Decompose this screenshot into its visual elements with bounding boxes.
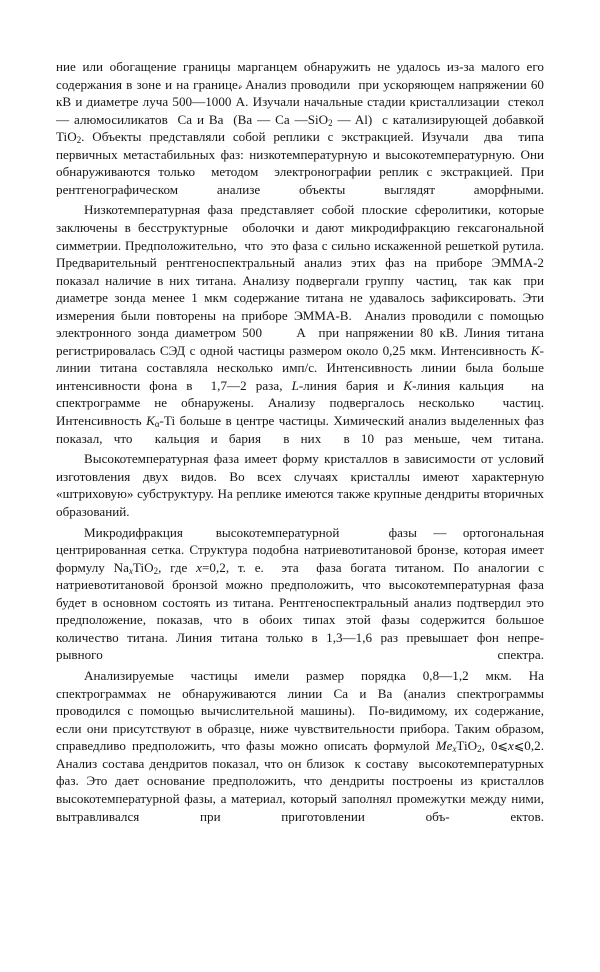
- angstrom-symbol: ˚ A: [236, 93, 245, 111]
- paragraph-1-tail: аморфными.: [473, 181, 545, 197]
- metal-titanate-formula: $Me_xTiO_2$: [435, 738, 482, 755]
- paragraph-1-text: ние или обогащение границы марганцем обнаружить не удалось из-за малого его содержания в зоне и на границе. Анализ проводили при ускоряющем напряжении 60 кВ и диаметре луча 500—1000 ˚ A. Изучали начальные стадии кристаллизации стекол — алюмосиликатов Ca и Ba (Ba — Ca —SiO$_2$ — Al) с катализирующей добавкой TiO$_2$. Объекты представляли собой реплики с экстракцией. Изучали два типа первичных метастабильных фаз: низкотемпературную и высокотемпературную. Они обнаруживаются только методом электронографии реплик с экстракцией. При рентгенографическом анализе объекты выглядят: [56, 59, 544, 197]
- paragraph-5-text: Анализируемые частицы имели размер порядка 0,8—1,2 мкм. На спектрограммах не обнаруживаются линии Ca и Ba (анализ спектрограммы проводился с помощью вычислительной машины). По-видимому, их содержание, если они присутствуют в образце, ниже чувствительности прибора. Таким образом, справедливо предположить, что фазы можно описать формулой $Me_xTiO_2$, 0⩽x⩽0,2. Анализ состава дендритов показал, что он близок к составу высокотемпературных фаз. Это дает основание предположить, что дендриты построены из кристаллов высокотемпературной фазы, а материал, который заполнял промежутки между ними, вытравливался при приготовлении объ-: [56, 668, 544, 824]
- k-line-symbol: K: [530, 342, 540, 358]
- paragraph-5: [56, 667, 544, 825]
- paragraph-1: [56, 58, 544, 198]
- l-line-symbol: L: [291, 377, 299, 393]
- paragraph-4-text: Микродифракция высокотемпературной фазы — ортогональная центрированная сетка. Структура подобна натриевотитановой бронзе, которая имеет формулу $Na_xTiO_2$, где x=0,2, т. е. эта фаза богата титаном. По аналогии с натриевотитановой бронзой можно предположить, что высокотемпературная фаза будет в основном состоять из титана. Рентгеноспектральный анализ подтвердил это предположение, показав, что в обоих типах этой фазы содержится большое количество титана. Линия титана только в 1,3—1,6 раз превышает фон непре-: [56, 524, 544, 645]
- paragraph-4: [56, 524, 544, 664]
- angstrom-symbol: ˚ A: [268, 324, 305, 342]
- k-alpha-ti-formula: $K_\alpha-Ti$: [146, 413, 176, 430]
- text-body: [56, 58, 544, 825]
- paragraph-2-tail: меньше, чем титана.: [413, 430, 544, 446]
- paragraph-3: [56, 450, 544, 520]
- sodium-titanate-formula: $Na_xTiO_2$: [113, 559, 159, 576]
- paragraph-3-tail: дендриты вторичных образований.: [56, 486, 544, 519]
- paragraph-2-text: Низкотемпературная фаза представляет собой плоские сферолитики, которые заключены в бесструктурные оболочки и дают микродифракцию гексагональной симметрии. Предположительно, что это фаза с сильно искаженной решеткой рутила. Предварительный рентгеноспектральный анализ этих фаз на приборе ЭММА-2 показал наличие в них титана. Анализу подвергали группу частиц, так как при диаметре зонда менее 1 мкм содержание титана не удавалось зафиксировать. Эти измерения были повторены на приборе ЭММА-В. Анализ проводили с помощью электронного зонда диаметром 500 ˚ A при напряжении 80 кВ. Линия титана регистрировалась СЭД с одной частицы размером около 0,25 мкм. Интенсивность K-линии титана составляла несколько имп/с. Интенсивность линии была больше интенсивности фона в 1,7—2 раза, L-линия бария и K-линия кальция на спектрограмме не обнаружены. Анализу подвергалось несколько частиц. Интенсивность $K_\alpha-Ti$ больше в центре частицы. Химический анализ выделенных фаз показал, что кальция и бария в них в 10 раз: [56, 202, 544, 445]
- paragraph-3-text: Высокотемпературная фаза имеет форму кристаллов в зависимости от условий изготовления двух видов. Во всех случаях кристаллы имеют характерную «штриховую» субструктуру. На реплике имеются также крупные: [56, 451, 544, 502]
- paragraph-5-tail: ектов.: [510, 808, 544, 824]
- x-range-inequality: 0⩽x⩽0,2: [490, 738, 541, 754]
- paragraph-2: [56, 201, 544, 447]
- k-line-symbol: K: [403, 377, 413, 393]
- paragraph-4-tail: рывного спектра.: [56, 647, 544, 663]
